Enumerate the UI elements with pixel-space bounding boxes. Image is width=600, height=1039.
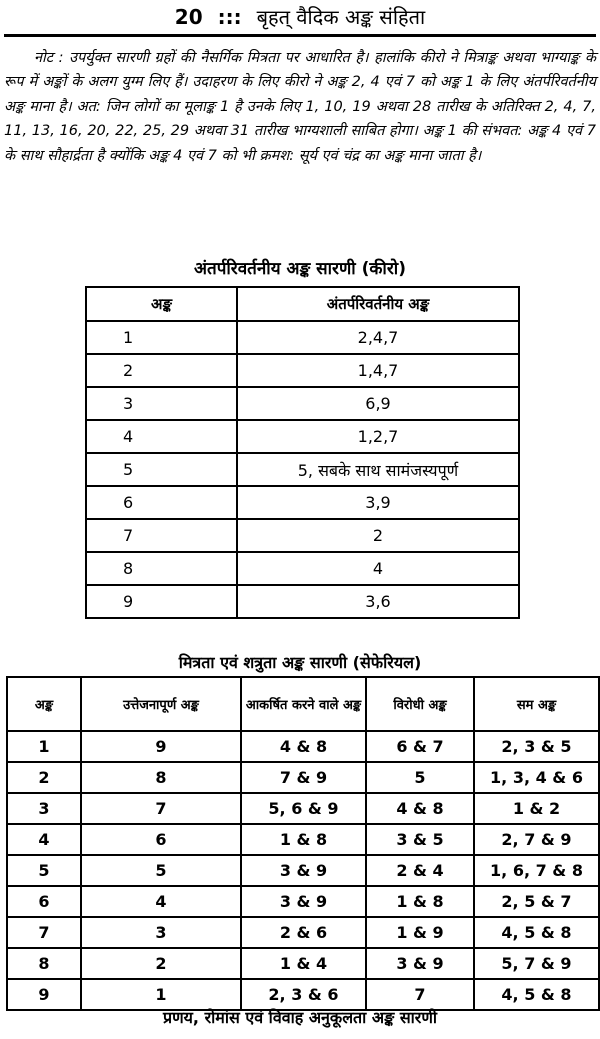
table-cell: 9 [86, 585, 237, 618]
table-cell: 7 [86, 519, 237, 552]
table2-title: मित्रता एवं शत्रुता अङ्क सारणी (सेफेरियल) [178, 653, 422, 672]
table-cell: 2, 3 & 6 [241, 979, 366, 1010]
table-cell: 6,9 [237, 387, 519, 420]
table-cell: 8 [81, 762, 241, 793]
table-row [86, 486, 519, 519]
table-cell: 7 & 9 [241, 762, 366, 793]
table-cell: 2 & 6 [241, 917, 366, 948]
table-cell: 1 & 8 [366, 886, 474, 917]
table-cell: 2, 7 & 9 [474, 824, 599, 855]
table-cell: 7 [7, 917, 81, 948]
friendship-enmity-table [6, 676, 600, 1011]
table-cell: 5 [81, 855, 241, 886]
table-row [7, 886, 599, 917]
table-cell: 3 & 5 [366, 824, 474, 855]
table-cell: 4, 5 & 8 [474, 979, 599, 1010]
table-cell: 3,6 [237, 585, 519, 618]
table-cell: 3 [7, 793, 81, 824]
table-cell: 5, 6 & 9 [241, 793, 366, 824]
table-cell: 1 [86, 321, 237, 354]
table-cell: 1,4,7 [237, 354, 519, 387]
table2-header-neutral: सम अङ्क [474, 677, 599, 731]
note-text: नोट : उपर्युक्त सारणी ग्रहों की नैसर्गिक मित्रता पर आधारित है। हालांकि कीरो ने मित्राङ्क अथवा भाग्याङ्क के रूप में अङ्कों के अलग युग्म लिए हैं। उदाहरण के लिए कीरो ने अङ्क 2, 4 एवं 7 को अङ्क 1 के लिए अंतर्परिवर्तनीय अङ्क माना है। अत: जिन लोगों का मूलाङ्क 1 है उनके लिए 1, 10, 19 अथवा 28 तारीख के अतिरिक्त 2, 4, 7, 11, 13, 16, 20, 22, 25, 29 अथवा 31 तारीख भाग्यशाली साबित होगा। अङ्क 1 की संभवत: अङ्क 4 एवं 7 के साथ सौहार्द्रता है क्योंकि अङ्क 4 एवं 7 को भी क्रमश: सूर्य एवं चंद्र का अङ्क माना जाता है। [4, 50, 596, 164]
table-cell: 3 & 9 [241, 886, 366, 917]
table-cell: 4 [237, 552, 519, 585]
table-cell: 2 [7, 762, 81, 793]
table-cell: 4 & 8 [366, 793, 474, 824]
romance-table-title: प्रणय, रोमांस एवं विवाह अनुकूलता अङ्क सारणी [162, 1008, 438, 1027]
table2-header-number: अङ्क [7, 677, 81, 731]
table-cell: 4 [81, 886, 241, 917]
table-row [7, 917, 599, 948]
table-cell: 9 [7, 979, 81, 1010]
table-row [7, 731, 599, 762]
table1-header-interchangeable: अंतर्परिवर्तनीय अङ्क [237, 287, 519, 321]
table-cell: 1 & 4 [241, 948, 366, 979]
table-cell: 5 [7, 855, 81, 886]
table-cell: 4 [86, 420, 237, 453]
table-row [7, 793, 599, 824]
table-cell: 6 [7, 886, 81, 917]
table2-header-row [7, 677, 599, 731]
table2-header-exciting: उत्तेजनापूर्ण अङ्क [81, 677, 241, 731]
table-cell: 4 [7, 824, 81, 855]
table-row [86, 321, 519, 354]
table-cell: 1 [7, 731, 81, 762]
table-cell: 1,2,7 [237, 420, 519, 453]
table-row [86, 519, 519, 552]
table1-title: अंतर्परिवर्तनीय अङ्क सारणी (कीरो) [194, 259, 406, 279]
table-cell: 6 & 7 [366, 731, 474, 762]
table-cell: 2 [86, 354, 237, 387]
table-row [86, 420, 519, 453]
table-cell: 7 [81, 793, 241, 824]
table-cell: 2,4,7 [237, 321, 519, 354]
table-cell: 2 [81, 948, 241, 979]
table-cell: 4, 5 & 8 [474, 917, 599, 948]
table-row [86, 354, 519, 387]
table-cell: 2, 5 & 7 [474, 886, 599, 917]
table-cell: 2 & 4 [366, 855, 474, 886]
table-cell: 1 [81, 979, 241, 1010]
table-cell: 1 & 8 [241, 824, 366, 855]
note-paragraph [4, 46, 596, 168]
table-cell: 5 [366, 762, 474, 793]
header-rule [4, 34, 596, 37]
header-separator: ::: [217, 5, 242, 29]
table-cell: 1 & 9 [366, 917, 474, 948]
table2-header-opposing: विरोधी अङ्क [366, 677, 474, 731]
book-title: बृहत् वैदिक अङ्क संहिता [256, 5, 426, 29]
table-row [86, 453, 519, 486]
table1-header-row [86, 287, 519, 321]
table-cell: 3 [86, 387, 237, 420]
table-cell: 7 [366, 979, 474, 1010]
table2-header-attracting: आकर्षित करने वाले अङ्क [241, 677, 366, 731]
table-cell: 5, सबके साथ सामंजस्यपूर्ण [237, 453, 519, 486]
table-cell: 8 [7, 948, 81, 979]
interchangeable-number-table [85, 286, 520, 619]
table-cell: 3 & 9 [241, 855, 366, 886]
table-row [7, 855, 599, 886]
page-number: 20 [174, 5, 203, 29]
table-cell: 3 & 9 [366, 948, 474, 979]
table-cell: 4 & 8 [241, 731, 366, 762]
table-cell: 1 & 2 [474, 793, 599, 824]
table-row [86, 387, 519, 420]
table-cell: 1, 6, 7 & 8 [474, 855, 599, 886]
table-cell: 5 [86, 453, 237, 486]
table-cell: 2 [237, 519, 519, 552]
table-row [7, 762, 599, 793]
table-cell: 6 [86, 486, 237, 519]
table-cell: 6 [81, 824, 241, 855]
table-cell: 3,9 [237, 486, 519, 519]
table-row [86, 585, 519, 618]
table-cell: 8 [86, 552, 237, 585]
table1-header-number: अङ्क [86, 287, 237, 321]
table-row [7, 948, 599, 979]
page-header [4, 0, 596, 34]
table-row [86, 552, 519, 585]
table-cell: 2, 3 & 5 [474, 731, 599, 762]
table-cell: 9 [81, 731, 241, 762]
table-cell: 1, 3, 4 & 6 [474, 762, 599, 793]
table-row [7, 824, 599, 855]
table-cell: 3 [81, 917, 241, 948]
table-cell: 5, 7 & 9 [474, 948, 599, 979]
